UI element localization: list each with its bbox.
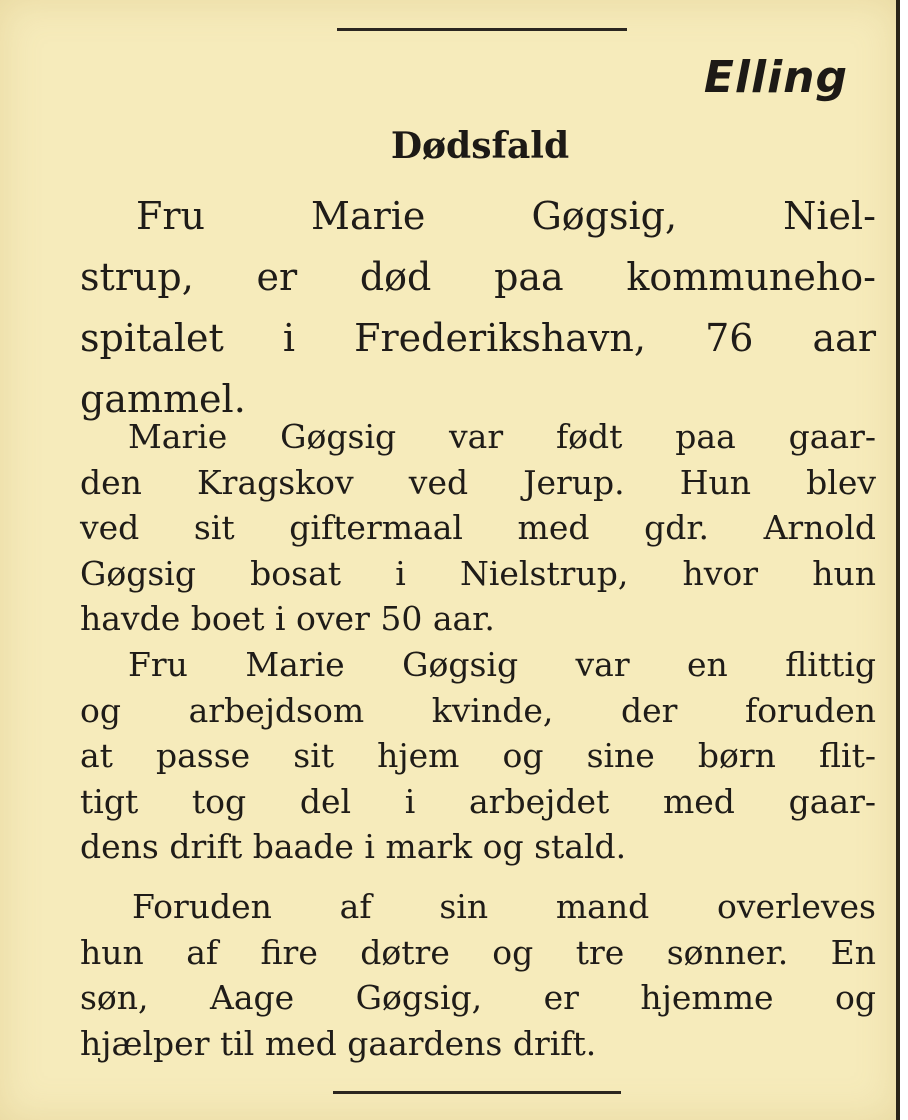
body-line: søn, Aage Gøgsig, er hjemme og	[80, 978, 876, 1017]
body-line: Marie Gøgsig var født paa gaar-	[128, 417, 876, 456]
body-paragraph-3	[80, 884, 876, 1066]
clipping-edge-shadow	[896, 0, 900, 1120]
body-paragraph-1	[80, 414, 876, 642]
lead-line: strup, er død paa kommuneho-	[80, 255, 876, 299]
body-line: dens drift baade i mark og stald.	[80, 827, 627, 866]
lead-line: Fru Marie Gøgsig, Niel-	[136, 194, 876, 238]
bottom-rule	[333, 1091, 621, 1094]
body-line: tigt tog del i arbejdet med gaar-	[80, 781, 876, 821]
lead-line: spitalet i Frederikshavn, 76 aar	[80, 316, 876, 360]
body-line: Fru Marie Gøgsig var en flittig	[128, 645, 876, 684]
body-line: Gøgsig bosat i Nielstrup, hvor hun	[80, 553, 876, 593]
body-line: Foruden af sin mand overleves	[132, 887, 876, 926]
body-line: hjælper til med gaardens drift.	[80, 1023, 597, 1063]
location-kicker: Elling	[703, 52, 848, 103]
body-line: ved sit giftermaal med gdr. Arnold	[80, 508, 876, 547]
body-line: at passe sit hjem og sine børn flit-	[80, 736, 876, 775]
lead-line: gammel.	[80, 377, 246, 421]
body-line: og arbejdsom kvinde, der foruden	[80, 690, 876, 730]
top-rule	[337, 28, 627, 31]
body-paragraph-2	[80, 642, 876, 870]
body-line: havde boet i over 50 aar.	[80, 599, 495, 638]
body-line: hun af fire døtre og tre sønner. En	[80, 932, 876, 972]
headline: Dødsfald	[390, 125, 570, 167]
body-line: den Kragskov ved Jerup. Hun blev	[80, 462, 876, 502]
lead-paragraph	[80, 186, 876, 430]
